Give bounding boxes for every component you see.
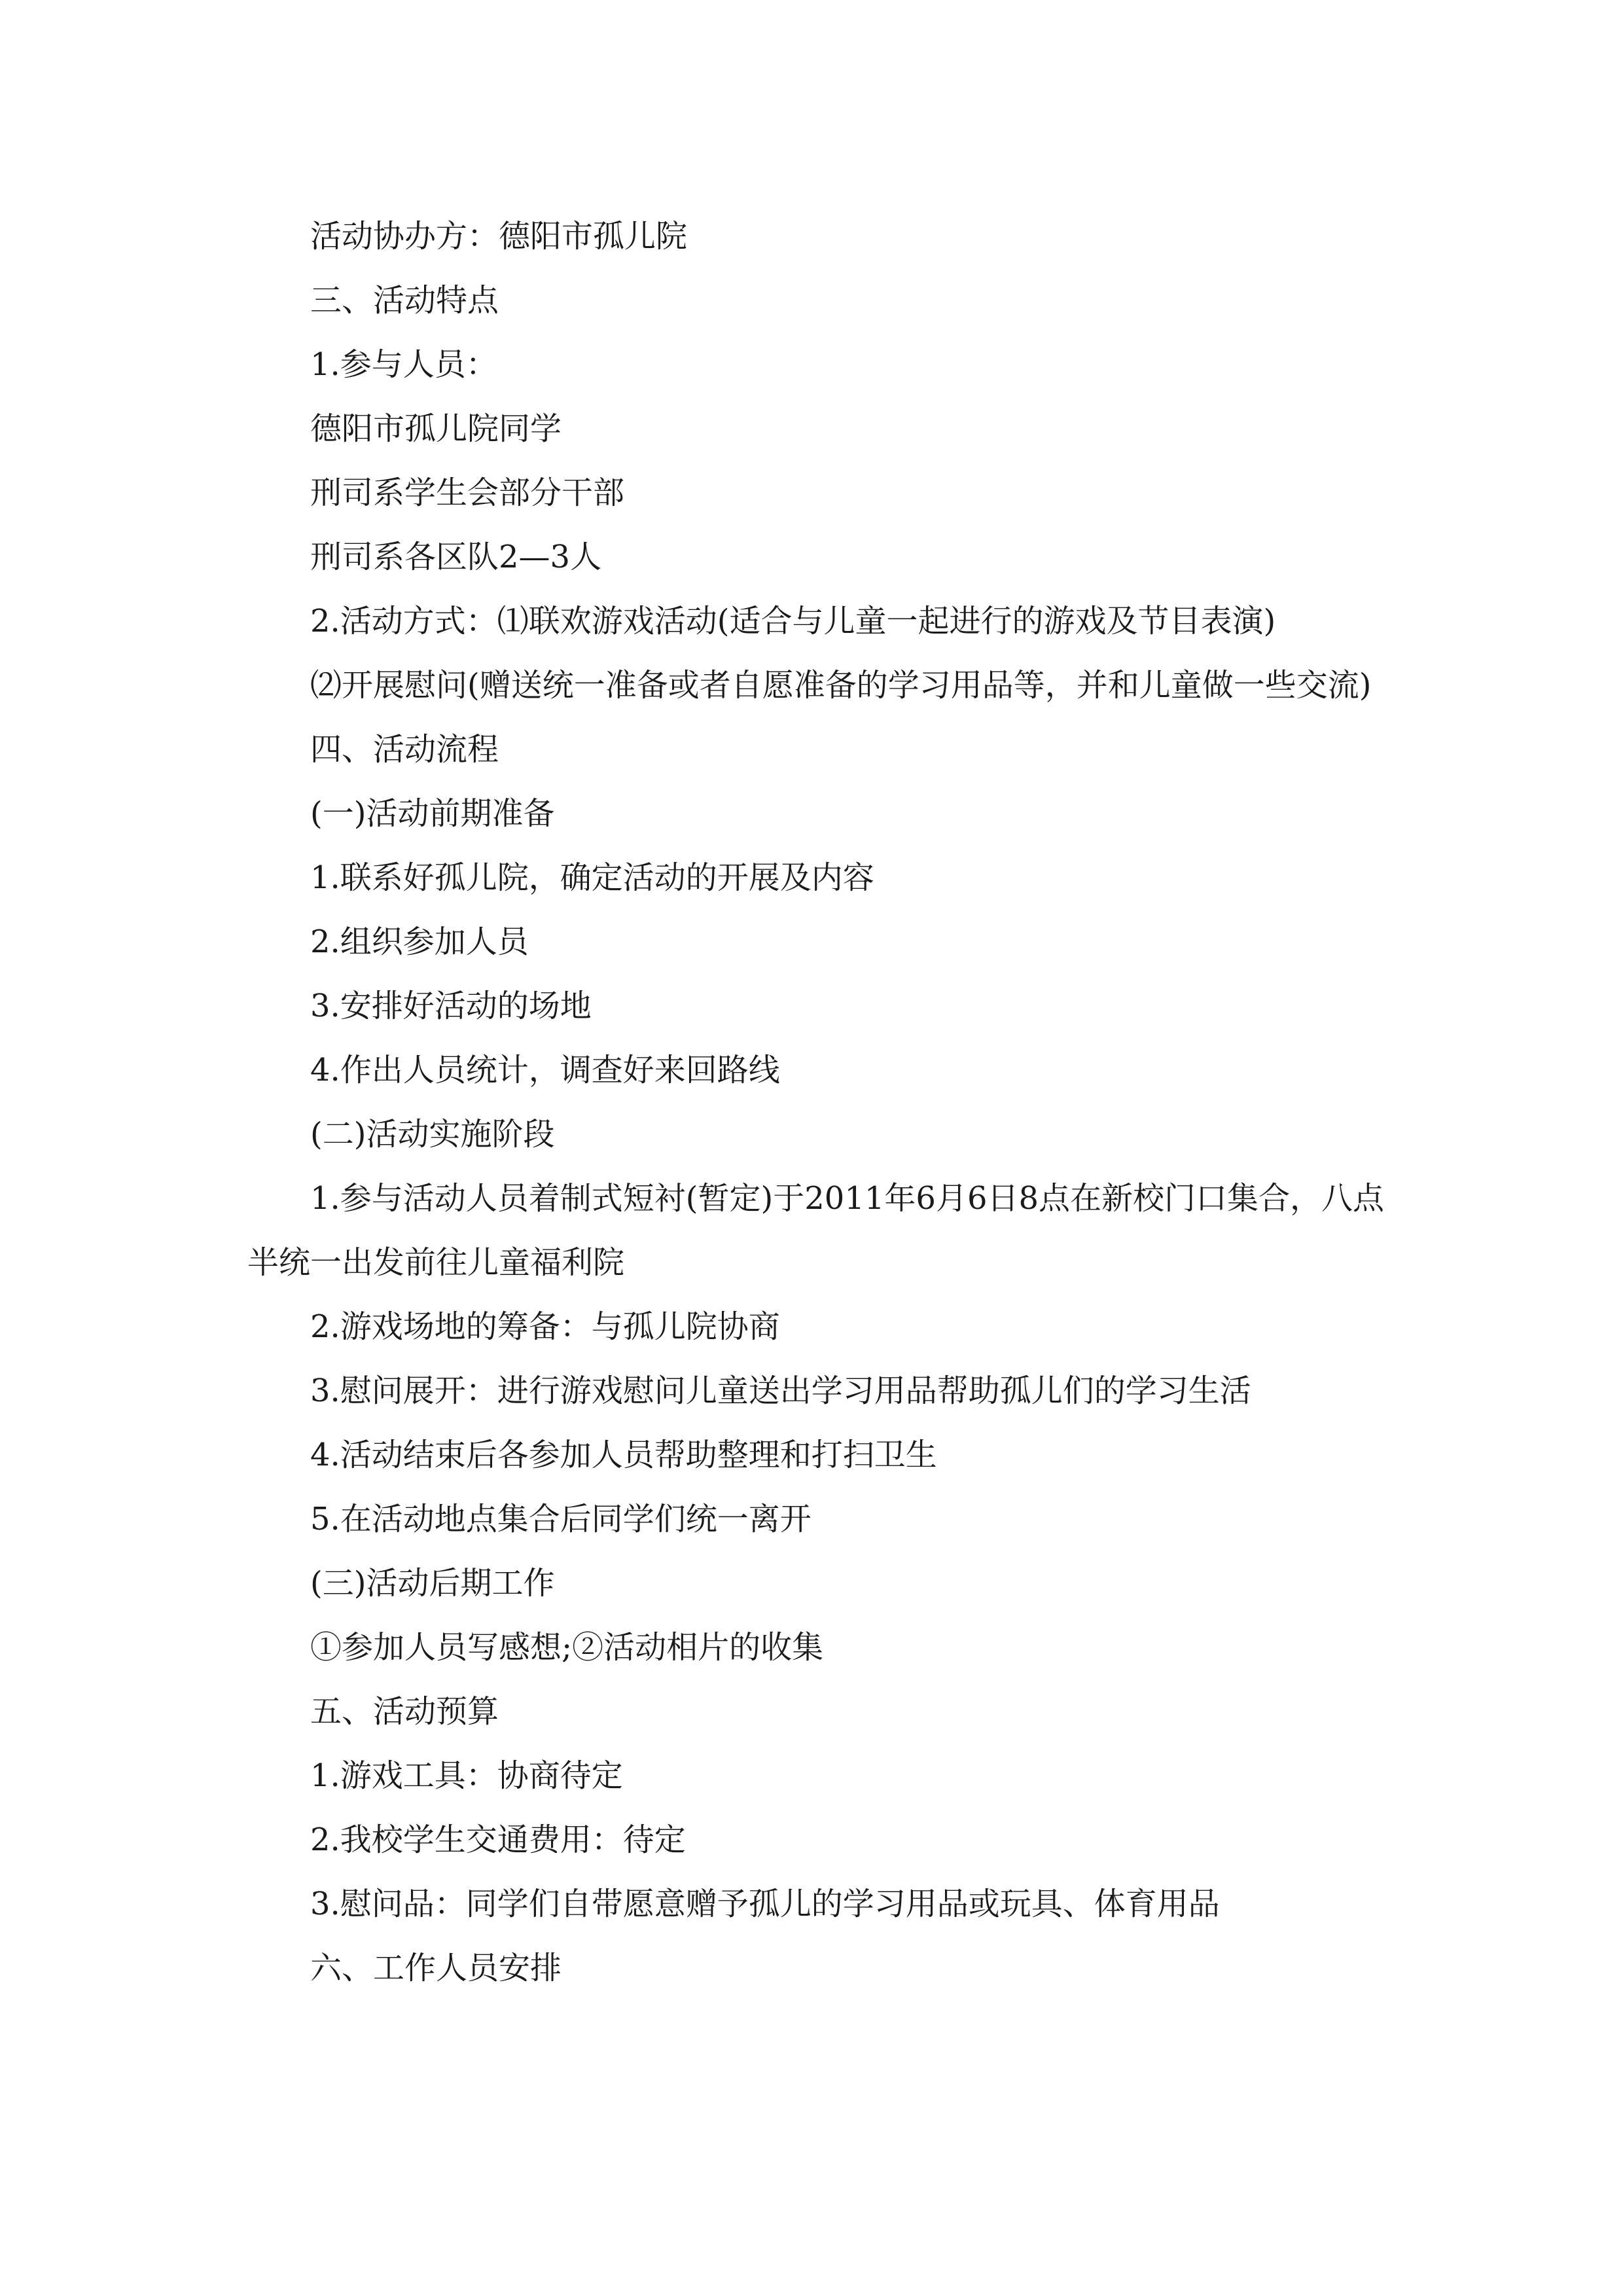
- paragraph-impl-4: 4.活动结束后各参加人员帮助整理和打扫卫生: [310, 1437, 937, 1473]
- paragraph-activity-mode-1: 2.活动方式：⑴联欢游戏活动(适合与儿童一起进行的游戏及节目表演): [310, 603, 1276, 639]
- heading-staff-arrangement: 六、工作人员安排: [310, 1950, 562, 1986]
- paragraph-impl-1: 1.参与活动人员着制式短衬(暂定)于2011年6月6日8点在新校门口集合，八点半统一出发前往儿童福利院: [247, 1180, 1385, 1281]
- paragraph-budget-2: 2.我校学生交通费用：待定: [310, 1821, 686, 1858]
- heading-activity-process: 四、活动流程: [310, 731, 499, 768]
- paragraph-participants-title: 1.参与人员：: [310, 346, 497, 383]
- paragraph-prep-1: 1.联系好孤儿院，确定活动的开展及内容: [310, 859, 874, 896]
- heading-budget: 五、活动预算: [310, 1693, 499, 1730]
- paragraph-prep-4: 4.作出人员统计，调查好来回路线: [310, 1052, 780, 1088]
- paragraph-participants-teams: 刑司系各区队2—3人: [310, 539, 602, 575]
- paragraph-participants-orphanage: 德阳市孤儿院同学: [310, 410, 562, 447]
- paragraph-budget-1: 1.游戏工具：协商待定: [310, 1757, 623, 1794]
- paragraph-budget-3: 3.慰问品：同学们自带愿意赠予孤儿的学习用品或玩具、体育用品: [310, 1886, 1220, 1922]
- paragraph-impl-5: 5.在活动地点集合后同学们统一离开: [310, 1501, 812, 1537]
- paragraph-impl-3: 3.慰问展开：进行游戏慰问儿童送出学习用品帮助孤儿们的学习生活: [310, 1372, 1251, 1409]
- subheading-followup: (三)活动后期工作: [310, 1565, 555, 1602]
- paragraph-followup-1: ①参加人员写感想;②活动相片的收集: [310, 1629, 824, 1666]
- paragraph-activity-mode-2: ⑵开展慰问(赠送统一准备或者自愿准备的学习用品等，并和儿童做一些交流): [310, 667, 1372, 704]
- heading-activity-features: 三、活动特点: [310, 282, 499, 319]
- paragraph-participants-council: 刑司系学生会部分干部: [310, 475, 625, 511]
- document-body: [247, 204, 1399, 2000]
- paragraph-co-organizer: 活动协办方：德阳市孤儿院: [310, 218, 688, 255]
- subheading-implementation: (二)活动实施阶段: [310, 1116, 555, 1153]
- subheading-preparation: (一)活动前期准备: [310, 795, 555, 832]
- paragraph-prep-3: 3.安排好活动的场地: [310, 988, 592, 1024]
- paragraph-impl-2: 2.游戏场地的筹备：与孤儿院协商: [310, 1308, 780, 1345]
- paragraph-prep-2: 2.组织参加人员: [310, 924, 529, 960]
